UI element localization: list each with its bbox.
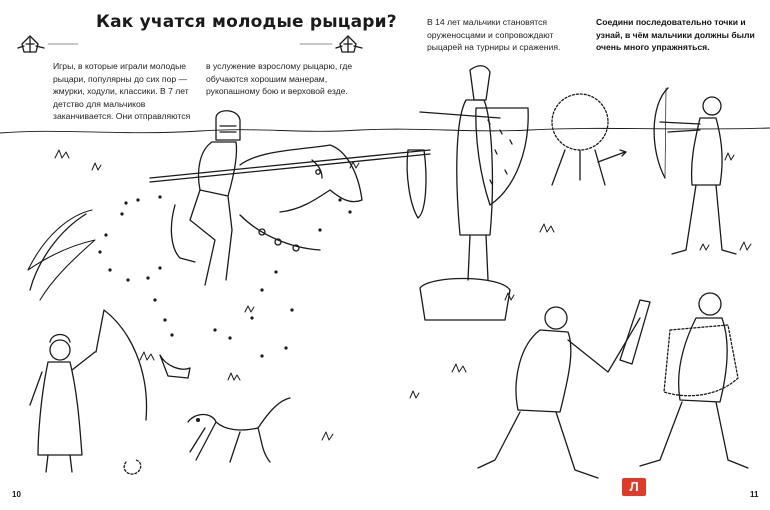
archery-target [552,94,626,185]
page-number-right: 11 [750,490,759,499]
knight-on-horse [150,111,430,285]
girl-with-whip [30,310,147,472]
squire-text: В 14 лет мальчики становятся оруженосцами и сопровождают рыцарей на турниры и сражения. [427,17,561,52]
intro-text-column-2: в услужение взрослому рыцарю, где обучаются хорошим манерам, рукопашному бою и верховой езде. [206,61,353,96]
page-number-left: 10 [12,490,21,499]
publisher-logo: Л [622,478,646,496]
sword-fighters [478,293,748,478]
task-instruction: Соедини последовательно точки и узнай, в чём мальчики должны были очень много упражняться. [596,17,755,52]
dot-to-dot-points [98,195,351,357]
dog [188,398,290,462]
quintain-dummy [407,66,528,320]
knight-helmet-icon [336,36,362,52]
knight-helmet-icon [18,36,44,52]
archer [654,88,736,254]
grass-tufts [55,150,751,440]
intro-text-column-1: Игры, в которые играли молодые рыцари, популярны до сих пор — жмурки, ходули, классики. В 7 лет детство для мальчиков заканчивается. Они отправляются [53,61,191,121]
horse-tail [28,210,95,300]
page-title: Как учатся молодые рыцари? [96,12,397,32]
